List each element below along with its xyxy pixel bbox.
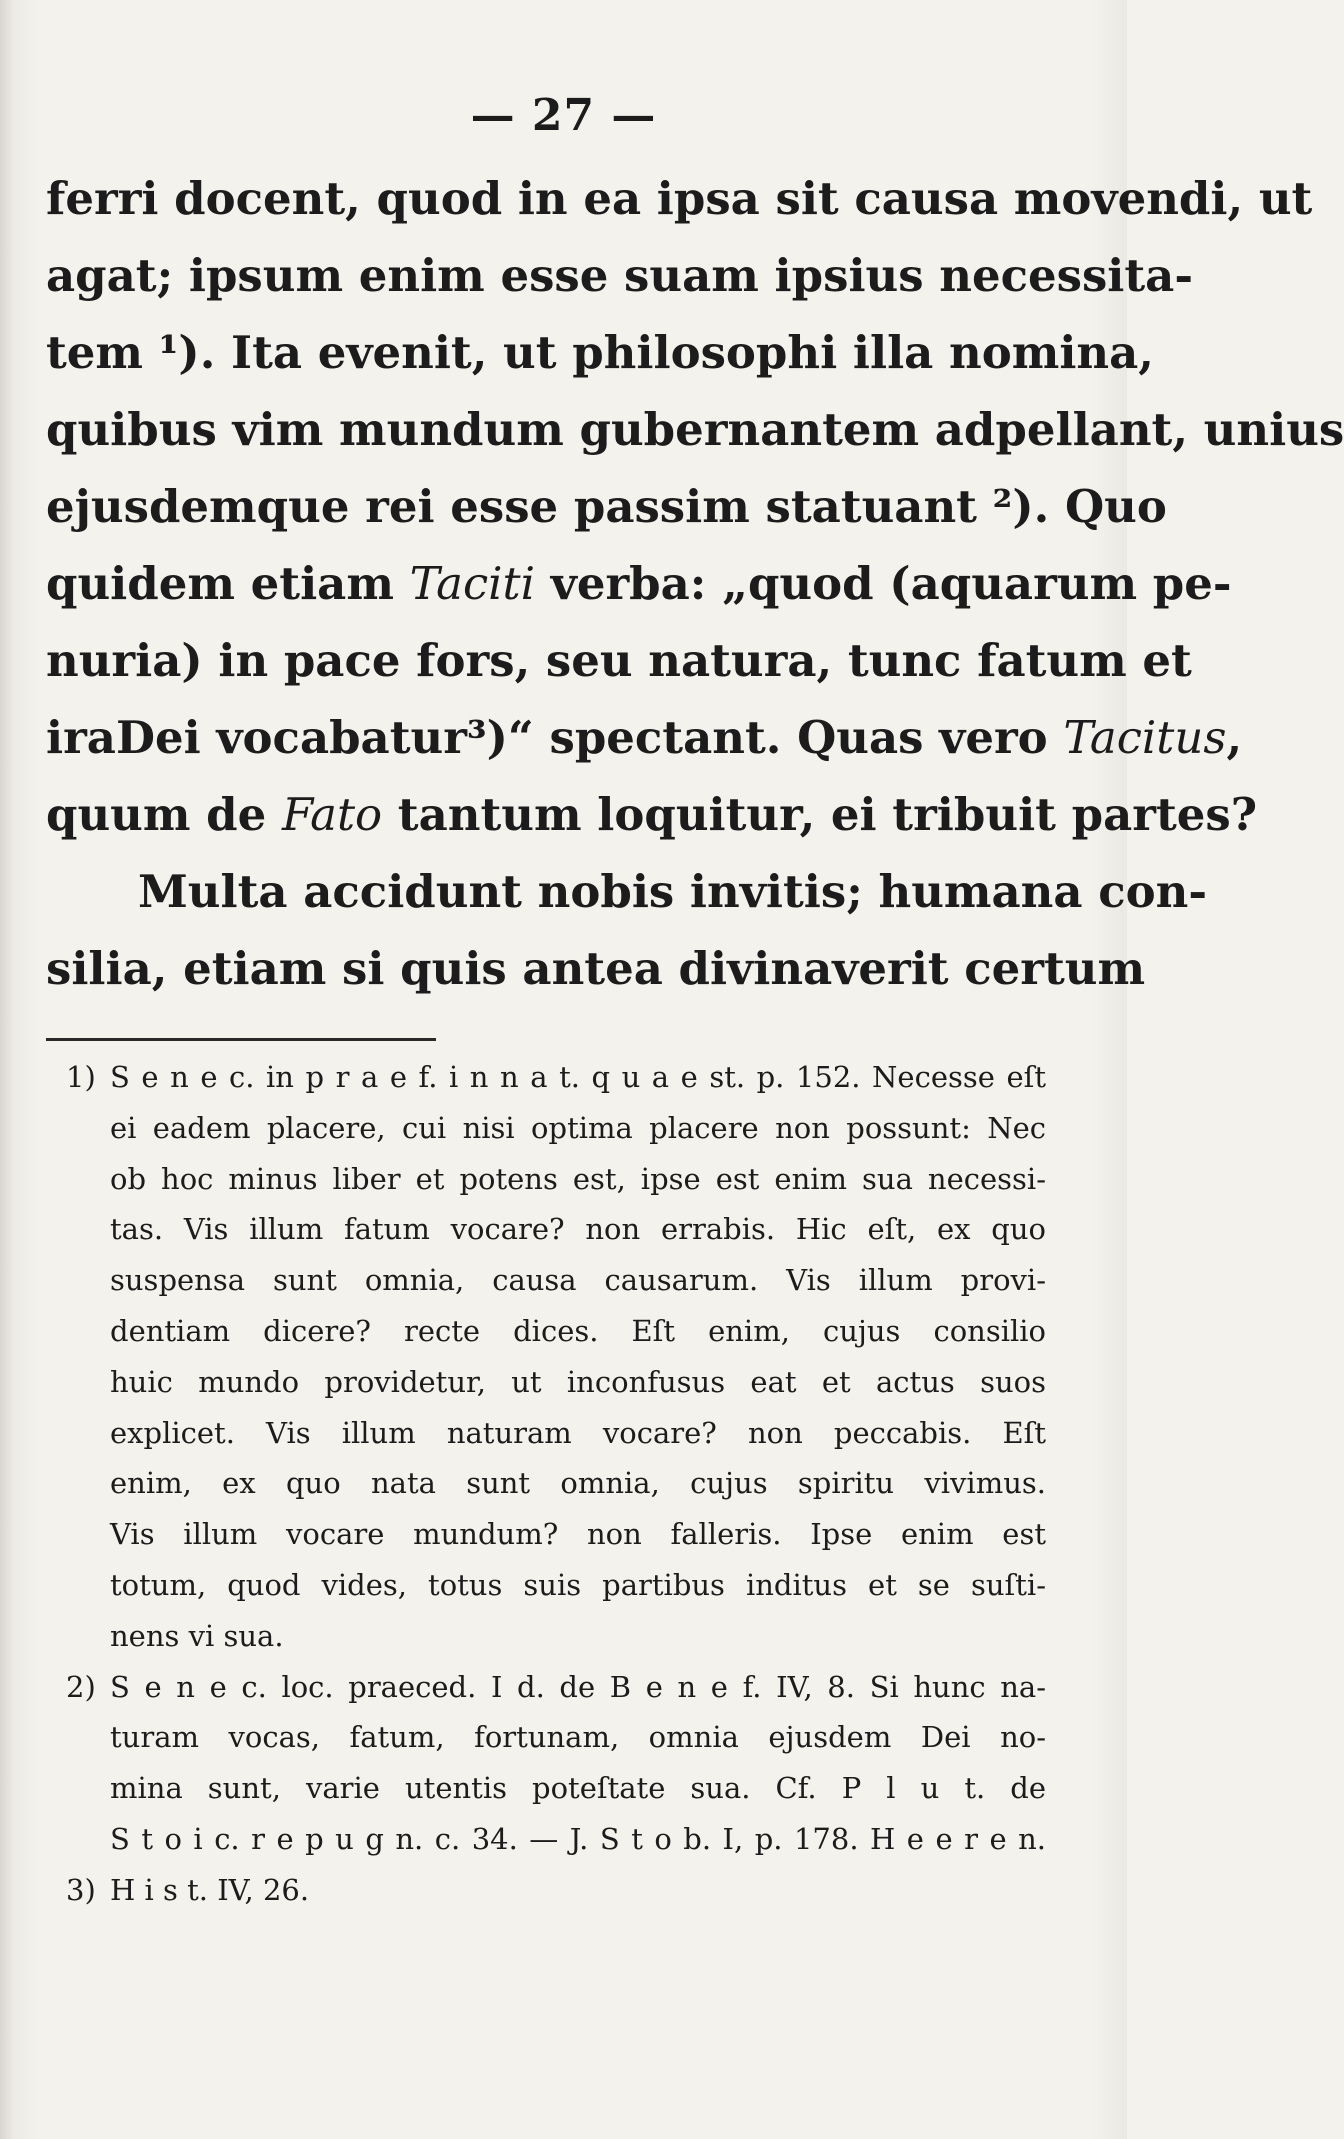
text-line: nuria) in pace fors, seu natura, tunc fatum et [46,634,1192,687]
footnote-line: ob hoc minus liber et potens est, ipse est enim sua necessi- [110,1161,1046,1196]
footnote-marker: 2) [66,1669,96,1704]
footnote-line: totum, quod vides, totus suis partibus inditus et se suſti- [110,1567,1046,1602]
footnote-line: ei eadem placere, cui nisi optima placere non possunt: Nec [110,1110,1046,1145]
footnote-line: enim, ex quo nata sunt omnia, cujus spiritu vivimus. [110,1466,1046,1501]
footnote-line: explicet. Vis illum naturam vocare? non peccabis. Eſt [110,1415,1046,1450]
italic-name: Taciti [409,557,536,610]
text-line: agat; ipsum enim esse suam ipsius necessita- [46,249,1194,302]
footnote-line: suspensa sunt omnia, causa causarum. Vis illum provi- [110,1263,1046,1298]
footnote-marker: 1) [66,1060,96,1094]
footnote-divider [46,1038,436,1041]
main-text [46,160,1344,1007]
text-line: quidem etiam Taciti verba: „quod (aquarum pe- [46,557,1232,610]
footnote-line: nens vi sua. [110,1618,284,1653]
page-number: — 27 — [470,90,657,141]
text-line: silia, etiam si quis antea divinaverit certum [46,942,1146,995]
footnote-line: 2) S e n e c. loc. praeced. I d. de B e n e f. IV, 8. Si hunc na- [66,1662,1046,1713]
text-line: ferri docent, quod in ea ipsa sit causa movendi, ut [46,172,1313,225]
text-line: quibus vim mundum gubernantem adpellant, unius [46,403,1344,456]
footnote-marker: 3) [66,1872,96,1907]
italic-name: Fato [281,788,383,841]
text-line: tem ¹). Ita evenit, ut philosophi illa nomina, [46,326,1154,379]
footnote-line: 1) S e n e c. in p r a e f. i n n a t. q u a e st. p. 152. Necesse eſt [66,1052,1046,1103]
footnote-line: S t o i c. r e p u g n. c. 34. — J. S t o b. I, p. 178. H e e r e n. [110,1821,1046,1856]
footnote-line: dentiam dicere? recte dices. Eſt enim, cujus consilio [110,1313,1046,1348]
footnote-line: mina sunt, varie utentis poteſtate sua. Cf. P l u t. de [110,1771,1046,1806]
footnote-line: huic mundo providetur, ut inconfusus eat et actus suos [110,1364,1046,1399]
italic-name: Tacitus [1063,711,1227,764]
text-line: quum de Fato tantum loquitur, ei tribuit partes? [46,788,1258,841]
footnote-line: 3) H i s t. IV, 26. [66,1865,1046,1916]
footnote-line: tas. Vis illum fatum vocare? non errabis. Hic eſt, ex quo [110,1212,1046,1247]
footnotes [66,1052,1046,1916]
text-line-paragraph-start: Multa accidunt nobis invitis; humana con- [138,865,1208,918]
footnote-line: turam vocas, fatum, fortunam, omnia ejusdem Dei no- [110,1720,1046,1755]
text-line: iraDei vocabatur³)“ spectant. Quas vero Tacitus, [46,711,1243,764]
text-line: ejusdemque rei esse passim statuant ²). Quo [46,480,1167,533]
footnote-line: Vis illum vocare mundum? non falleris. Ipse enim est [110,1517,1046,1552]
